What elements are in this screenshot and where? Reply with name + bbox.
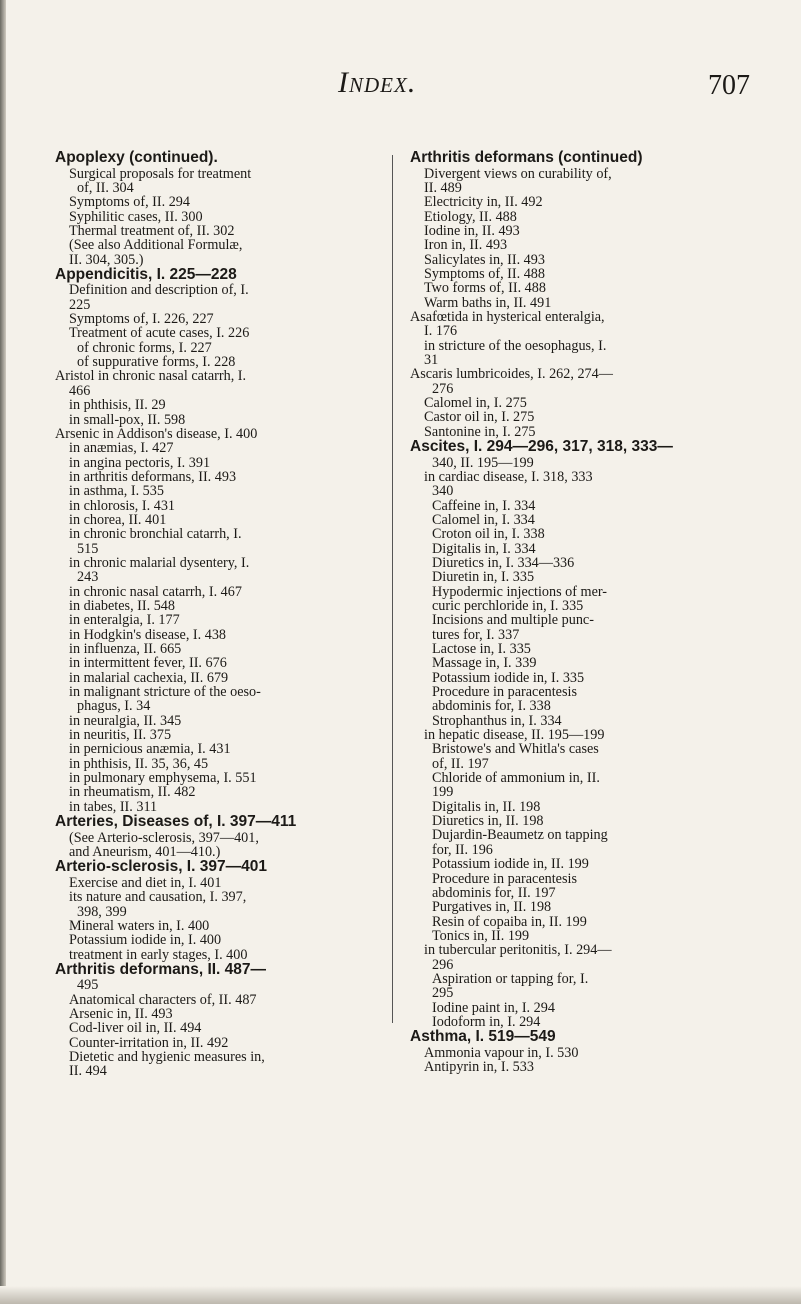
index-entry: Potassium iodide in, II. 199	[432, 856, 589, 873]
index-heading: Ascites, I. 294—296, 317, 318, 333—	[410, 438, 673, 456]
index-entry: I. 176	[424, 323, 458, 340]
index-entry: in rheumatism, II. 482	[69, 784, 196, 801]
index-heading: Arthritis deformans, II. 487—	[55, 960, 267, 978]
index-entry: Massage in, I. 339	[432, 655, 537, 672]
index-column-left	[55, 150, 385, 1079]
index-entry: Diuretin in, I. 335	[432, 569, 535, 586]
index-entry: Anatomical characters of, II. 487	[69, 991, 257, 1008]
page-number: 707	[708, 70, 750, 101]
index-entry: Santonine in, I. 275	[424, 423, 536, 440]
index-entry: Antipyrin in, I. 533	[424, 1059, 534, 1076]
index-entry: Dietetic and hygienic measures in,	[69, 1049, 265, 1066]
index-entry: in neuritis, II. 375	[69, 727, 172, 744]
index-entry: II. 494	[69, 1063, 107, 1080]
index-entry: Purgatives in, II. 198	[432, 899, 552, 916]
index-entry: in cardiac disease, I. 318, 333	[424, 468, 593, 485]
index-entry: 31	[424, 351, 439, 368]
index-entry: in chronic nasal catarrh, I. 467	[69, 583, 242, 600]
index-entry: Chloride of ammonium in, II.	[432, 770, 600, 787]
index-entry: Thermal treatment of, II. 302	[69, 222, 235, 239]
index-entry: in arthritis deformans, II. 493	[69, 468, 237, 485]
index-entry: Surgical proposals for treatment	[69, 165, 252, 182]
index-entry: Diuretics in, I. 334—336	[432, 554, 575, 571]
index-entry: II. 489	[424, 179, 462, 196]
index-entry: Iron in, II. 493	[424, 237, 508, 254]
index-entry: Salicylates in, II. 493	[424, 251, 545, 268]
index-entry: treatment in early stages, I. 400	[69, 946, 248, 963]
index-entry: Calomel in, I. 275	[424, 395, 527, 411]
index-entry: Digitalis in, II. 198	[432, 798, 541, 815]
index-entry: in phthisis, II. 29	[69, 397, 166, 414]
index-entry: in phthisis, II. 35, 36, 45	[69, 755, 209, 772]
index-entry: in malignant stricture of the oeso-	[69, 684, 261, 701]
index-entry: Croton oil in, I. 338	[432, 526, 545, 543]
index-entry: in anæmias, I. 427	[69, 440, 174, 457]
index-entry: for, II. 196	[432, 841, 493, 858]
index-entry: in intermittent fever, II. 676	[69, 655, 227, 672]
index-entry: 276	[432, 380, 454, 397]
index-entry: phagus, I. 34	[77, 698, 151, 715]
index-entry: in pernicious anæmia, I. 431	[69, 741, 231, 758]
index-entry: in pulmonary emphysema, I. 551	[69, 770, 257, 787]
index-entry: Etiology, II. 488	[424, 208, 517, 225]
index-entry: Aristol in chronic nasal catarrh, I.	[55, 368, 247, 385]
running-title: Index.	[338, 66, 417, 99]
index-entry: abdominis for, I. 338	[432, 698, 551, 715]
index-entry: in angina pectoris, I. 391	[69, 454, 211, 471]
index-entry: 243	[77, 569, 99, 586]
index-entry: in chronic malarial dysentery, I.	[69, 554, 250, 571]
index-heading: Asthma, I. 519—549	[410, 1028, 556, 1046]
index-heading: Appendicitis, I. 225—228	[55, 265, 237, 283]
index-entry: Calomel in, I. 334	[432, 511, 535, 528]
index-entry: 225	[69, 296, 91, 313]
index-entry: (See Arterio-sclerosis, 397—401,	[69, 829, 259, 846]
index-entry: Hypodermic injections of mer-	[432, 583, 608, 600]
index-entry: Symptoms of, II. 294	[69, 194, 190, 211]
index-entry: II. 304, 305.)	[69, 251, 144, 268]
index-entry: of chronic forms, I. 227	[77, 339, 212, 356]
index-entry: in malarial cachexia, II. 679	[69, 669, 229, 686]
index-entry: in Hodgkin's disease, I. 438	[69, 626, 227, 643]
book-binding-shadow	[0, 0, 6, 1304]
index-entry: 340, II. 195—199	[432, 454, 534, 471]
index-entry: in chronic bronchial catarrh, I.	[69, 526, 242, 543]
index-entry: Treatment of acute cases, I. 226	[69, 325, 250, 342]
index-entry: tures for, I. 337	[432, 626, 520, 643]
index-entry: in diabetes, II. 548	[69, 597, 175, 614]
index-entry: Syphilitic cases, II. 300	[69, 208, 203, 225]
index-entry: in asthma, I. 535	[69, 483, 164, 500]
index-entry: 340	[432, 483, 454, 500]
page-edge-shadow	[0, 1286, 801, 1304]
index-entry: in influenza, II. 665	[69, 641, 182, 657]
index-entry: Tonics in, II. 199	[432, 927, 530, 944]
index-entry: 398, 399	[77, 903, 127, 920]
index-heading: Arthritis deformans (continued)	[410, 149, 643, 166]
index-entry: Definition and description of, I.	[69, 282, 249, 299]
index-entry: of suppurative forms, I. 228	[77, 354, 236, 371]
index-entry: of, II. 304	[77, 179, 134, 196]
index-entry: its nature and causation, I. 397,	[69, 889, 247, 906]
index-heading: Arterio-sclerosis, I. 397—401	[55, 858, 267, 876]
index-entry: and Aneurism, 401—410.)	[69, 843, 221, 860]
index-entry: Incisions and multiple punc-	[432, 612, 594, 629]
index-entry: 296	[432, 956, 454, 973]
index-entry: curic perchloride in, I. 335	[432, 597, 584, 614]
index-entry: in chorea, II. 401	[69, 511, 167, 528]
index-entry: Cod-liver oil in, II. 494	[69, 1020, 202, 1037]
index-entry: Warm baths in, II. 491	[424, 294, 552, 311]
index-entry: of, II. 197	[432, 755, 489, 772]
index-entry: Dujardin-Beaumetz on tapping	[432, 827, 608, 844]
index-entry: in small-pox, II. 598	[69, 411, 186, 428]
index-entry: Symptoms of, II. 488	[424, 265, 545, 282]
column-divider	[392, 155, 393, 1023]
index-entry: Strophanthus in, I. 334	[432, 712, 562, 729]
index-entry: Procedure in paracentesis	[432, 870, 577, 887]
index-entry: Digitalis in, I. 334	[432, 540, 536, 557]
index-entry: in neuralgia, II. 345	[69, 712, 182, 729]
index-entry: Arsenic in, II. 493	[69, 1006, 173, 1023]
index-entry: Potassium iodide in, I. 400	[69, 932, 222, 949]
index-entry: Exercise and diet in, I. 401	[69, 874, 222, 891]
index-column-right	[410, 150, 740, 1074]
index-entry: in stricture of the oesophagus, I.	[424, 337, 607, 354]
index-entry: Asafœtida in hysterical enteralgia,	[410, 308, 605, 325]
index-entry: Castor oil in, I. 275	[424, 409, 535, 426]
index-entry: Procedure in paracentesis	[432, 684, 577, 701]
index-entry: 466	[69, 382, 91, 399]
index-entry: Aspiration or tapping for, I.	[432, 970, 589, 987]
index-entry: Lactose in, I. 335	[432, 641, 531, 657]
index-entry: in enteralgia, I. 177	[69, 612, 180, 629]
index-entry: in hepatic disease, II. 195—199	[424, 727, 605, 744]
index-entry: Resin of copaiba in, II. 199	[432, 913, 587, 930]
index-entry: 295	[432, 985, 454, 1002]
index-entry: Bristowe's and Whitla's cases	[432, 741, 599, 758]
index-entry: Symptoms of, I. 226, 227	[69, 311, 214, 328]
index-entry: 199	[432, 784, 454, 801]
index-entry: 495	[77, 977, 99, 994]
index-entry: Mineral waters in, I. 400	[69, 917, 210, 934]
index-entry: in chlorosis, I. 431	[69, 497, 176, 514]
index-entry: Counter-irritation in, II. 492	[69, 1034, 229, 1051]
index-heading: Apoplexy (continued).	[55, 149, 218, 166]
index-entry: Diuretics in, II. 198	[432, 813, 544, 830]
index-entry: 515	[77, 540, 99, 557]
index-entry: Potassium iodide in, I. 335	[432, 669, 585, 686]
index-entry: Two forms of, II. 488	[424, 280, 546, 297]
index-entry: Iodine in, II. 493	[424, 222, 520, 239]
index-entry: Divergent views on curability of,	[424, 165, 612, 182]
index-heading: Arteries, Diseases of, I. 397—411	[55, 813, 297, 831]
index-entry: Iodine paint in, I. 294	[432, 999, 555, 1016]
index-entry: in tubercular peritonitis, I. 294—	[424, 942, 612, 959]
index-entry: (See also Additional Formulæ,	[69, 237, 243, 254]
index-entry: in tabes, II. 311	[69, 798, 158, 815]
index-entry: Iodoform in, I. 294	[432, 1013, 541, 1030]
index-entry: Ascaris lumbricoides, I. 262, 274—	[410, 366, 613, 383]
index-entry: Electricity in, II. 492	[424, 194, 543, 211]
index-entry: Caffeine in, I. 334	[432, 497, 536, 514]
index-entry: Ammonia vapour in, I. 530	[424, 1044, 579, 1061]
index-entry: Arsenic in Addison's disease, I. 400	[55, 425, 258, 442]
page-header	[0, 66, 801, 106]
index-entry: abdominis for, II. 197	[432, 884, 556, 901]
